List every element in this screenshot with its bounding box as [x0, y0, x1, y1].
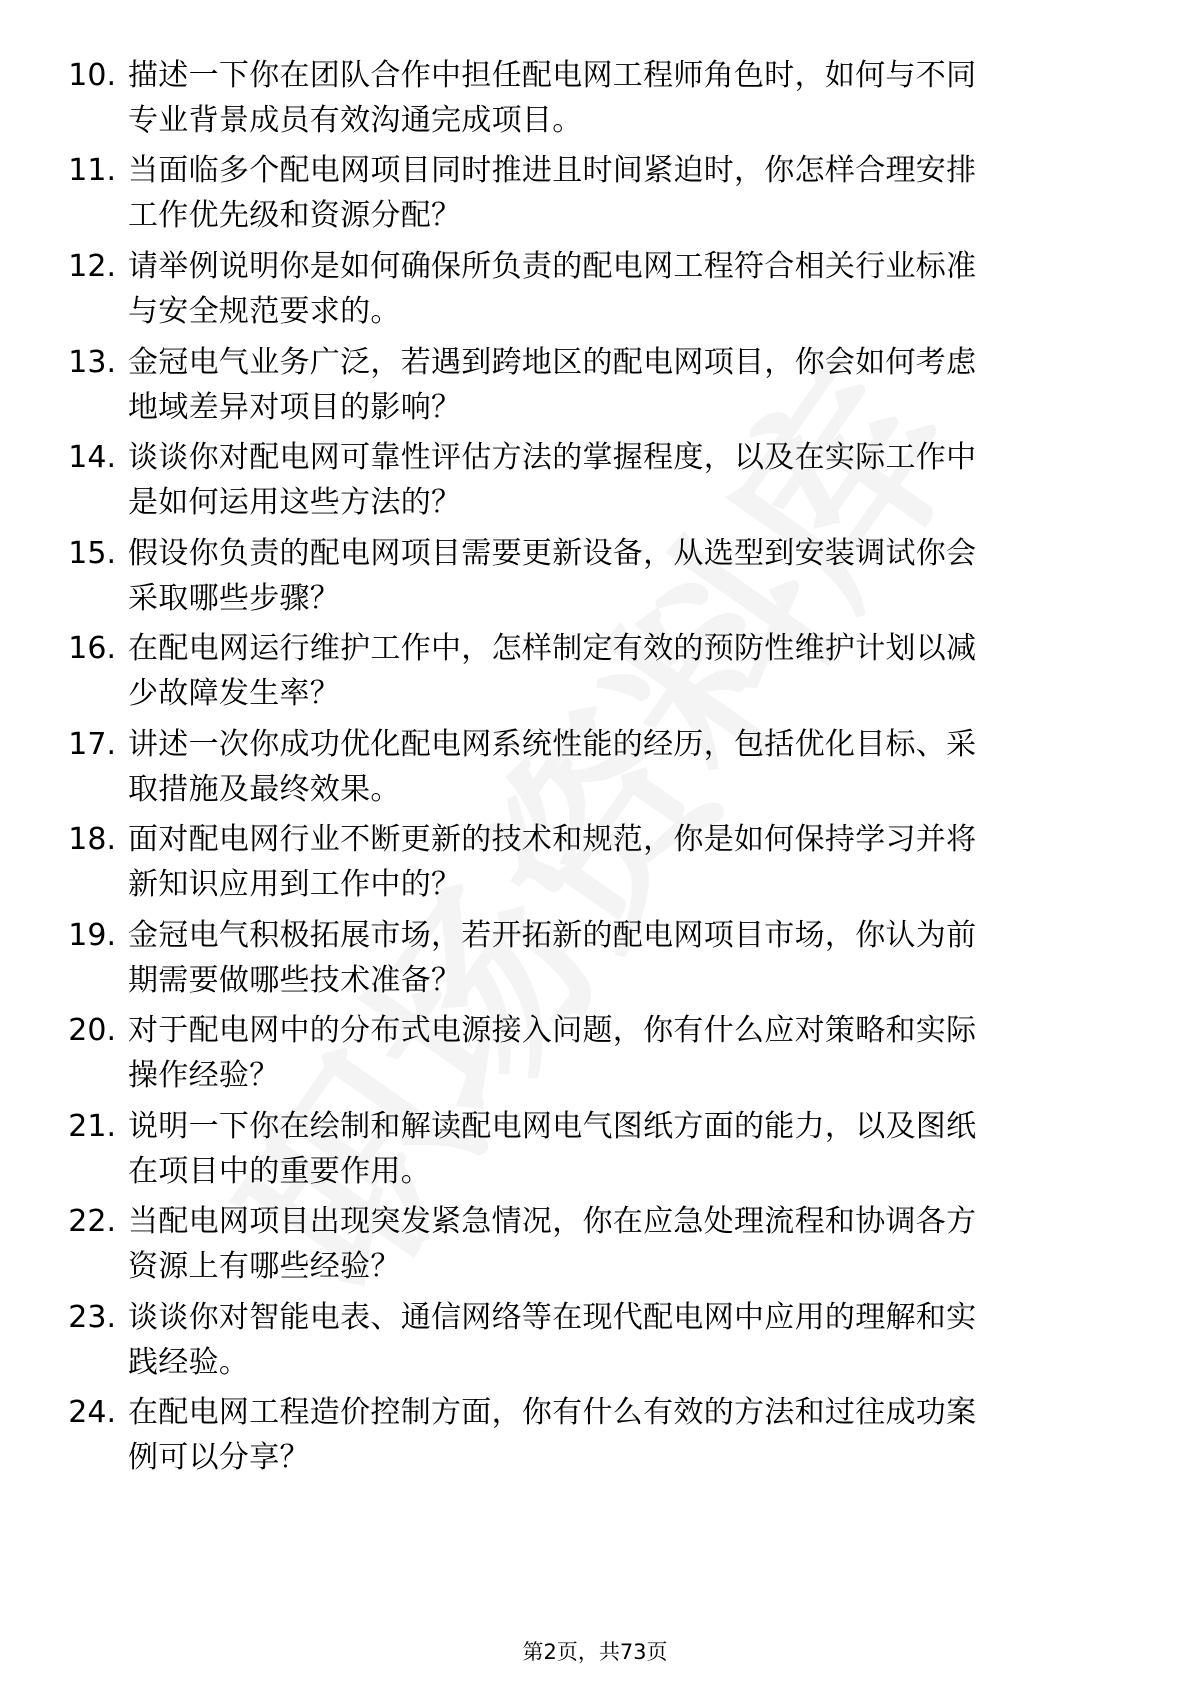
- question-number: 21.: [68, 1109, 116, 1144]
- question-line: 讲述一次你成功优化配电网系统性能的经历，包括优化目标、采: [128, 727, 977, 762]
- question-item: [56, 1008, 1126, 1098]
- question-text: [128, 244, 1128, 334]
- question-item: [56, 340, 1126, 430]
- question-number: 18.: [68, 822, 116, 857]
- question-number: 22.: [68, 1204, 116, 1239]
- question-line: 谈谈你对配电网可靠性评估方法的掌握程度，以及在实际工作中: [128, 440, 977, 475]
- question-text: [128, 1008, 1128, 1098]
- question-line: 谈谈你对智能电表、通信网络等在现代配电网中应用的理解和实: [128, 1300, 977, 1335]
- question-item: [56, 1104, 1126, 1194]
- question-line: 说明一下你在绘制和解读配电网电气图纸方面的能力，以及图纸: [128, 1109, 977, 1144]
- question-text: [128, 340, 1128, 430]
- question-text: [128, 626, 1128, 716]
- question-item: [56, 1199, 1126, 1289]
- question-line: 面对配电网行业不断更新的技术和规范，你是如何保持学习并将: [128, 822, 977, 857]
- question-line: 资源上有哪些经验？: [128, 1249, 401, 1284]
- question-item: [56, 53, 1126, 143]
- question-line: 践经验。: [128, 1345, 250, 1380]
- question-item: [56, 1390, 1126, 1480]
- question-text: [128, 435, 1128, 525]
- question-text: [128, 1390, 1128, 1480]
- question-text: [128, 148, 1128, 238]
- question-number: 11.: [68, 153, 116, 188]
- question-line: 金冠电气业务广泛，若遇到跨地区的配电网项目，你会如何考虑: [128, 345, 977, 380]
- question-text: [128, 1295, 1128, 1385]
- question-line: 在项目中的重要作用。: [128, 1154, 431, 1189]
- question-number: 24.: [68, 1395, 116, 1430]
- question-line: 当面临多个配电网项目同时推进且时间紧迫时，你怎样合理安排: [128, 153, 977, 188]
- question-item: [56, 626, 1126, 716]
- question-number: 12.: [68, 249, 116, 284]
- question-line: 采取哪些步骤？: [128, 581, 341, 616]
- question-text: [128, 913, 1128, 1003]
- question-text: [128, 1104, 1128, 1194]
- question-text: [128, 1199, 1128, 1289]
- question-item: [56, 244, 1126, 334]
- question-line: 专业背景成员有效沟通完成项目。: [128, 103, 583, 138]
- question-number: 19.: [68, 918, 116, 953]
- question-number: 23.: [68, 1300, 116, 1335]
- question-line: 当配电网项目出现突发紧急情况，你在应急处理流程和协调各方: [128, 1204, 977, 1239]
- question-number: 16.: [68, 631, 116, 666]
- question-number: 10.: [68, 58, 116, 93]
- question-number: 14.: [68, 440, 116, 475]
- question-item: [56, 722, 1126, 812]
- question-line: 期需要做哪些技术准备？: [128, 963, 462, 998]
- question-number: 17.: [68, 727, 116, 762]
- question-text: [128, 53, 1128, 143]
- question-item: [56, 817, 1126, 907]
- question-line: 金冠电气积极拓展市场，若开拓新的配电网项目市场，你认为前: [128, 918, 977, 953]
- question-text: [128, 817, 1128, 907]
- question-line: 取措施及最终效果。: [128, 772, 401, 807]
- question-number: 20.: [68, 1013, 116, 1048]
- question-item: [56, 148, 1126, 238]
- question-line: 少故障发生率？: [128, 676, 341, 711]
- question-line: 在配电网运行维护工作中，怎样制定有效的预防性维护计划以减: [128, 631, 977, 666]
- question-line: 工作优先级和资源分配？: [128, 198, 462, 233]
- question-number: 13.: [68, 345, 116, 380]
- question-line: 操作经验？: [128, 1058, 280, 1093]
- question-line: 在配电网工程造价控制方面，你有什么有效的方法和过往成功案: [128, 1395, 977, 1430]
- question-line: 描述一下你在团队合作中担任配电网工程师角色时，如何与不同: [128, 58, 977, 93]
- question-line: 对于配电网中的分布式电源接入问题，你有什么应对策略和实际: [128, 1013, 977, 1048]
- page-footer: 第2页，共73页: [522, 1640, 668, 1664]
- question-item: [56, 913, 1126, 1003]
- question-number: 15.: [68, 536, 116, 571]
- question-item: [56, 435, 1126, 525]
- question-line: 地域差异对项目的影响？: [128, 390, 462, 425]
- question-line: 请举例说明你是如何确保所负责的配电网工程符合相关行业标准: [128, 249, 977, 284]
- question-text: [128, 722, 1128, 812]
- question-item: [56, 1295, 1126, 1385]
- question-line: 假设你负责的配电网项目需要更新设备，从选型到安装调试你会: [128, 536, 977, 571]
- question-text: [128, 531, 1128, 621]
- question-line: 新知识应用到工作中的？: [128, 867, 462, 902]
- question-item: [56, 531, 1126, 621]
- question-line: 是如何运用这些方法的？: [128, 485, 462, 520]
- question-line: 例可以分享？: [128, 1440, 310, 1475]
- question-line: 与安全规范要求的。: [128, 294, 401, 329]
